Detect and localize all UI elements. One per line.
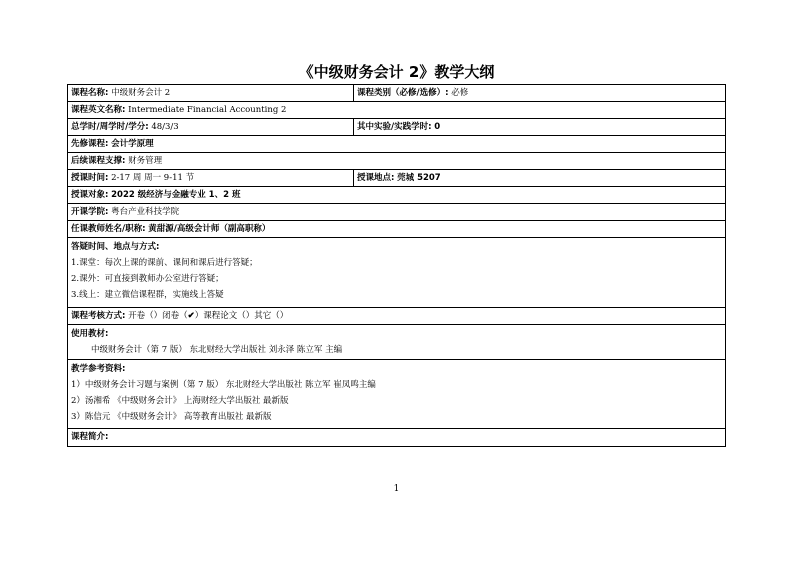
row-college	[68, 204, 725, 221]
audience-label: 授课对象:	[71, 190, 109, 200]
row-course-name	[68, 85, 725, 102]
syllabus-table	[67, 84, 726, 447]
refs-label: 教学参考资料:	[71, 364, 126, 374]
intro-label: 课程简介:	[71, 432, 109, 442]
page-number: 1	[393, 484, 400, 494]
prereq-label: 先修课程:	[71, 139, 109, 149]
followup-value: 财务管理	[128, 156, 163, 166]
row-qa	[68, 238, 725, 308]
teacher-label: 任课教师姓名/职称:	[71, 224, 146, 234]
course-name-label: 课程名称:	[71, 88, 109, 98]
row-intro	[68, 429, 725, 446]
row-textbook	[68, 325, 725, 360]
row-audience	[68, 187, 725, 204]
reference-item: 3）陈信元 《中级财务会计》 高等教育出版社 最新版	[71, 412, 272, 422]
row-hours	[68, 119, 725, 136]
row-assessment	[68, 308, 725, 325]
assessment-options: 开卷（）闭卷（	[128, 311, 188, 321]
college-value: 粤台产业科技学院	[111, 207, 180, 217]
document-title: 《中级财务会计 2》教学大纲	[298, 63, 495, 81]
assessment-rest: ）课程论文（）其它（）	[194, 311, 289, 321]
row-followup	[68, 153, 725, 170]
qa-item: 3.线上：建立微信课程群，实施线上答疑	[71, 290, 224, 300]
course-type-value: 必修	[451, 88, 469, 98]
hours-label: 总学时/周学时/学分:	[71, 122, 149, 132]
teacher-value: 黄甜源/高级会计师（副高职称）	[148, 224, 271, 234]
lab-hours-value: 0	[434, 122, 441, 132]
row-prerequisite	[68, 136, 725, 153]
row-references	[68, 360, 725, 429]
english-name-label: 课程英文名称:	[71, 105, 126, 115]
hours-value: 48/3/3	[151, 122, 179, 132]
textbook-value: 中级财务会计（第 7 版） 东北财经大学出版社 刘永泽 陈立军 主编	[91, 345, 343, 355]
course-type-label: 课程类别（必修/选修）:	[357, 88, 449, 98]
checkmark-icon: ✔	[187, 311, 195, 321]
place-value: 莞城 5207	[397, 173, 441, 183]
qa-item: 1.课堂：每次上课的课前、课间和课后进行答疑；	[71, 258, 258, 268]
time-label: 授课时间:	[71, 173, 109, 183]
reference-item: 2）汤湘希 《中级财务会计》 上海财经大学出版社 最新版	[71, 396, 289, 406]
row-time-place	[68, 170, 725, 187]
lab-hours-label: 其中实验/实践学时:	[357, 122, 432, 132]
audience-value: 2022 级经济与金融专业 1、2 班	[111, 190, 241, 200]
course-name-value: 中级财务会计 2	[111, 88, 171, 98]
qa-item: 2.课外：可直接到教师办公室进行答疑；	[71, 274, 224, 284]
college-label: 开课学院:	[71, 207, 109, 217]
prereq-value: 会计学原理	[111, 139, 154, 149]
time-value: 2-17 周 周一 9-11 节	[111, 173, 195, 183]
reference-item: 1）中级财务会计习题与案例（第 7 版） 东北财经大学出版社 陈立军 崔凤鸣主编	[71, 380, 376, 390]
row-teacher	[68, 221, 725, 238]
assessment-label: 课程考核方式:	[71, 311, 126, 321]
row-english-name	[68, 102, 725, 119]
followup-label: 后续课程支撑:	[71, 156, 126, 166]
qa-label: 答疑时间、地点与方式:	[71, 242, 160, 252]
place-label: 授课地点:	[357, 173, 395, 183]
english-name-value: Intermediate Financial Accounting 2	[128, 105, 287, 115]
textbook-label: 使用教材:	[71, 329, 109, 339]
